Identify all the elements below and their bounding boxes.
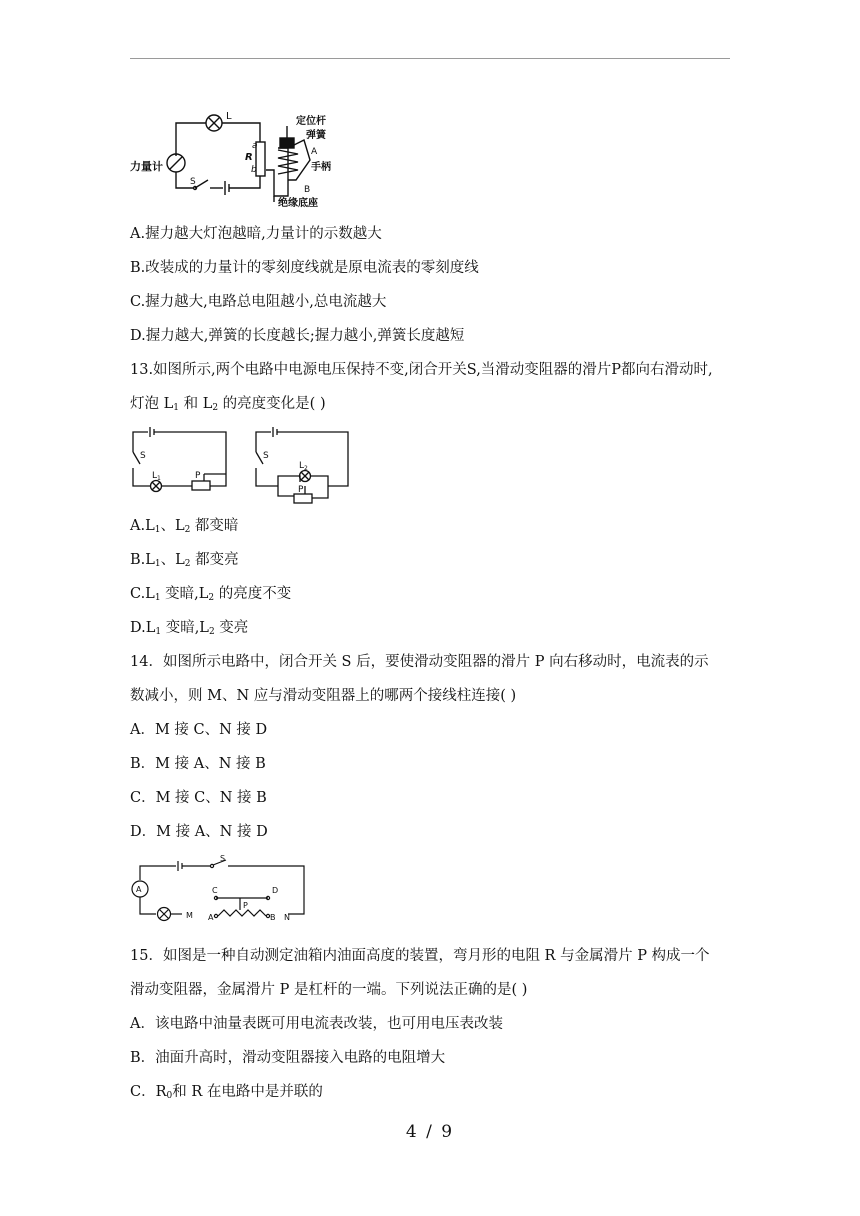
- q14-circuit-figure: [128, 852, 318, 926]
- q12-label-dizuo: 绝缘底座: [278, 198, 318, 208]
- q12-label-A: A: [311, 147, 318, 157]
- q14-option-a: A．M 接 C、N 接 D: [130, 722, 268, 738]
- q14-label-M: M: [186, 911, 193, 920]
- page-number: 4 / 9: [405, 1122, 455, 1142]
- q15-stem-line1: 15．如图是一种自动测定油箱内油面高度的装置，弯月形的电阻 R 与金属滑片 P 构成一个: [130, 948, 710, 964]
- q13-option-d: $D.L_1$ 变暗$,L_2$ 变亮: [130, 620, 249, 637]
- q13-c1-label-L: $L_1$: [152, 471, 161, 482]
- q14-label-D: D: [272, 886, 279, 895]
- q13-option-c: $C.L_1$ 变暗$,L_2$ 的亮度不变: [130, 586, 292, 603]
- q15-option-c: C．$R_0$和 R 在电路中是并联的: [130, 1084, 323, 1101]
- q13-c2-label-L: $L_2$: [299, 461, 308, 472]
- q14-label-S: S: [220, 854, 226, 863]
- q12-label-shoubing: 手柄: [311, 162, 331, 173]
- q14-ammeter-label: A: [136, 885, 142, 894]
- q12-label-S: S: [190, 177, 196, 187]
- q12-circuit-figure: [128, 108, 348, 212]
- q13-circuit-figure: [128, 424, 353, 512]
- q15-option-b: B．油面升高时，滑动变阻器接入电路的电阻增大: [130, 1050, 446, 1066]
- q15-option-a: A．该电路中油量表既可用电流表改装，也可用电压表改装: [130, 1016, 503, 1032]
- q12-option-c: C.握力越大,电路总电阻越小,总电流越大: [130, 294, 387, 310]
- q14-option-c: C．M 接 C、N 接 B: [130, 790, 267, 806]
- q13-c2-label-P: P: [298, 485, 304, 495]
- q12-option-a: A.握力越大灯泡越暗,力量计的示数越大: [130, 226, 382, 242]
- q12-label-tanhuang: 弹簧: [306, 130, 326, 141]
- q14-label-P: P: [243, 901, 248, 910]
- header-rule: [130, 58, 730, 59]
- q12-label-dingweigan: 定位杆: [296, 116, 326, 127]
- q14-stem-line2: 数减小，则 M、N 应与滑动变阻器上的哪两个接线柱连接( ): [130, 688, 517, 704]
- q13-c1-label-P: P: [195, 471, 201, 481]
- q14-option-b: B．M 接 A、N 接 B: [130, 756, 266, 772]
- q13-option-a: $A.L_1$、$L_2$ 都变暗: [130, 518, 239, 535]
- q14-option-d: D．M 接 A、N 接 D: [130, 824, 268, 840]
- q13-c1-label-S: S: [140, 451, 146, 461]
- q14-stem-line1: 14．如图所示电路中，闭合开关 S 后，要使滑动变阻器的滑片 P 向右移动时，电流表的示: [130, 654, 709, 670]
- q12-label-a: a: [252, 141, 258, 151]
- q12-label-R: R: [245, 152, 253, 163]
- q14-label-B: B: [270, 913, 276, 922]
- q12-label-liliangji: 力量计: [130, 160, 163, 173]
- q14-label-C: C: [212, 886, 218, 895]
- q13-stem-line2: 灯泡 $L_1$ 和 $L_2$ 的亮度变化是( ): [130, 396, 326, 413]
- q14-label-A: A: [208, 913, 214, 922]
- q13-option-b: $B.L_1$、$L_2$ 都变亮: [130, 552, 239, 569]
- q14-label-N: N: [284, 913, 290, 922]
- q12-label-b: b: [251, 165, 257, 175]
- q13-c2-label-S: S: [263, 451, 269, 461]
- q12-option-b: B.改装成的力量计的零刻度线就是原电流表的零刻度线: [130, 260, 479, 276]
- q12-label-B: B: [304, 185, 311, 195]
- q12-option-d: D.握力越大,弹簧的长度越长;握力越小,弹簧长度越短: [130, 328, 465, 344]
- q13-stem-line1: 13.如图所示,两个电路中电源电压保持不变,闭合开关S,当滑动变阻器的滑片P都向右滑动时,: [130, 362, 713, 378]
- q12-label-L: L: [226, 111, 232, 122]
- q15-stem-line2: 滑动变阻器，金属滑片 P 是杠杆的一端。下列说法正确的是( ): [130, 982, 528, 998]
